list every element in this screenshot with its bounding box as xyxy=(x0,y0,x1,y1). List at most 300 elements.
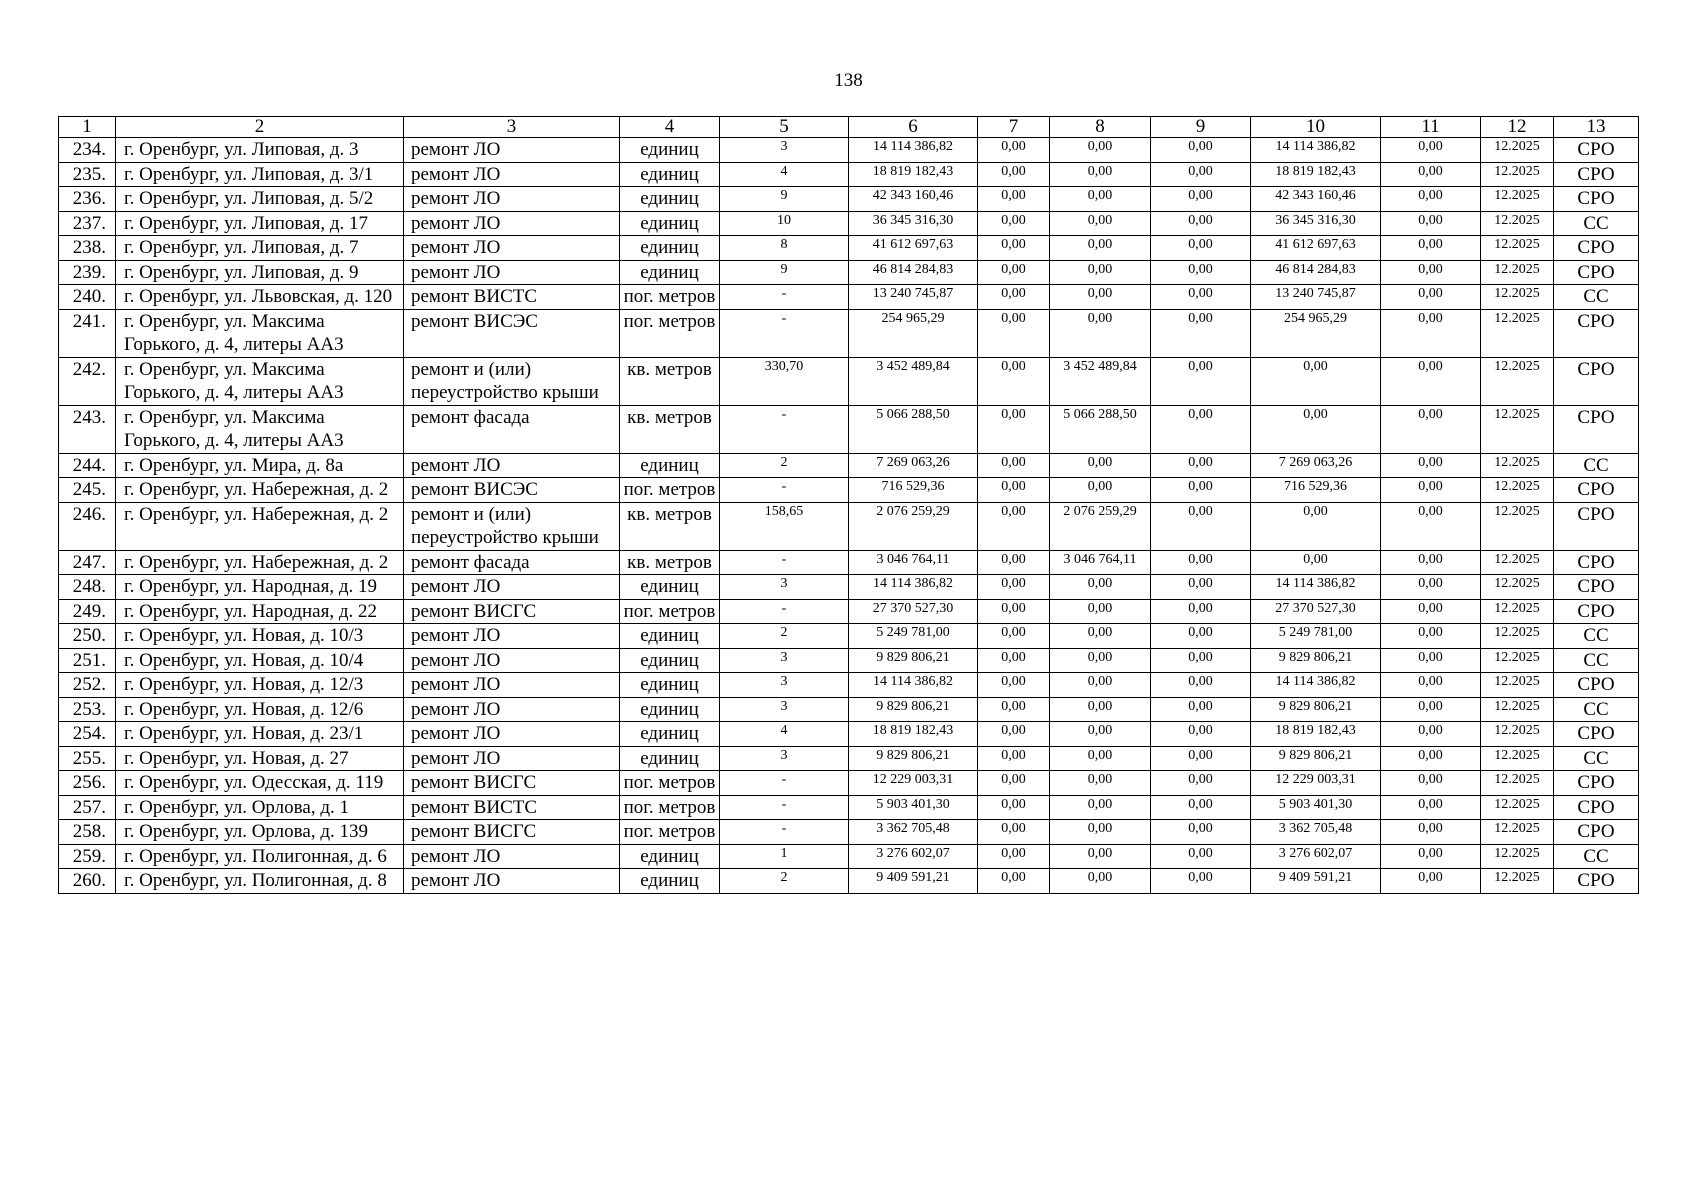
table-row xyxy=(59,820,1639,845)
quantity-cell: 3 xyxy=(720,138,849,163)
quantity-cell: 8 xyxy=(720,236,849,261)
date-cell: 12.2025 xyxy=(1481,648,1554,673)
quantity-cell: 330,70 xyxy=(720,357,849,405)
value-cell: 27 370 527,30 xyxy=(1251,599,1381,624)
value-cell: 0,00 xyxy=(1151,187,1251,212)
unit-cell: единиц xyxy=(620,162,720,187)
address-cell: г. Оренбург, ул. Народная, д. 22 xyxy=(116,599,404,624)
quantity-cell: 3 xyxy=(720,697,849,722)
address-cell: г. Оренбург, ул. Мира, д. 8а xyxy=(116,453,404,478)
value-cell: 0,00 xyxy=(1381,211,1481,236)
quantity-cell: 1 xyxy=(720,844,849,869)
total-cost-cell: 3 046 764,11 xyxy=(849,550,978,575)
value-cell: 9 829 806,21 xyxy=(1251,697,1381,722)
address-cell: г. Оренбург, ул. Липовая, д. 5/2 xyxy=(116,187,404,212)
work-type-cell: ремонт ЛО xyxy=(404,697,620,722)
total-cost-cell: 7 269 063,26 xyxy=(849,453,978,478)
row-number: 254. xyxy=(59,722,116,747)
unit-cell: единиц xyxy=(620,236,720,261)
source-cell: СРО xyxy=(1554,722,1639,747)
value-cell: 0,00 xyxy=(1050,478,1151,503)
value-cell: 0,00 xyxy=(1151,260,1251,285)
address-cell: г. Оренбург, ул. Максима Горького, д. 4, литеры АА3 xyxy=(116,357,404,405)
source-cell: СРО xyxy=(1554,869,1639,894)
value-cell: 0,00 xyxy=(1151,673,1251,698)
value-cell: 0,00 xyxy=(1381,138,1481,163)
row-number: 234. xyxy=(59,138,116,163)
value-cell: 0,00 xyxy=(1050,624,1151,649)
address-cell: г. Оренбург, ул. Полигонная, д. 8 xyxy=(116,869,404,894)
row-number: 247. xyxy=(59,550,116,575)
row-number: 258. xyxy=(59,820,116,845)
value-cell: 0,00 xyxy=(1381,309,1481,357)
value-cell: 0,00 xyxy=(978,211,1050,236)
value-cell: 0,00 xyxy=(1151,309,1251,357)
value-cell: 5 903 401,30 xyxy=(1251,795,1381,820)
row-number: 257. xyxy=(59,795,116,820)
value-cell: 0,00 xyxy=(978,138,1050,163)
work-type-cell: ремонт ВИСГС xyxy=(404,820,620,845)
row-number: 243. xyxy=(59,405,116,453)
value-cell: 0,00 xyxy=(1050,844,1151,869)
table-row xyxy=(59,624,1639,649)
source-cell: СС xyxy=(1554,453,1639,478)
value-cell: 0,00 xyxy=(978,869,1050,894)
date-cell: 12.2025 xyxy=(1481,550,1554,575)
total-cost-cell: 3 362 705,48 xyxy=(849,820,978,845)
value-cell: 7 269 063,26 xyxy=(1251,453,1381,478)
quantity-cell: - xyxy=(720,405,849,453)
total-cost-cell: 3 276 602,07 xyxy=(849,844,978,869)
source-cell: СС xyxy=(1554,697,1639,722)
date-cell: 12.2025 xyxy=(1481,795,1554,820)
source-cell: СРО xyxy=(1554,673,1639,698)
row-number: 252. xyxy=(59,673,116,698)
date-cell: 12.2025 xyxy=(1481,453,1554,478)
unit-cell: пог. метров xyxy=(620,795,720,820)
quantity-cell: 158,65 xyxy=(720,502,849,550)
value-cell: 0,00 xyxy=(1151,285,1251,310)
unit-cell: пог. метров xyxy=(620,771,720,796)
source-cell: СРО xyxy=(1554,502,1639,550)
total-cost-cell: 9 829 806,21 xyxy=(849,746,978,771)
value-cell: 0,00 xyxy=(1050,138,1151,163)
source-cell: СРО xyxy=(1554,820,1639,845)
unit-cell: пог. метров xyxy=(620,820,720,845)
value-cell: 0,00 xyxy=(1151,624,1251,649)
unit-cell: единиц xyxy=(620,624,720,649)
address-cell: г. Оренбург, ул. Липовая, д. 7 xyxy=(116,236,404,261)
value-cell: 0,00 xyxy=(1050,795,1151,820)
value-cell: 0,00 xyxy=(1050,673,1151,698)
value-cell: 0,00 xyxy=(1381,771,1481,796)
value-cell: 0,00 xyxy=(1050,162,1151,187)
date-cell: 12.2025 xyxy=(1481,599,1554,624)
total-cost-cell: 9 409 591,21 xyxy=(849,869,978,894)
total-cost-cell: 5 066 288,50 xyxy=(849,405,978,453)
address-cell: г. Оренбург, ул. Орлова, д. 1 xyxy=(116,795,404,820)
work-type-cell: ремонт ЛО xyxy=(404,187,620,212)
total-cost-cell: 18 819 182,43 xyxy=(849,722,978,747)
value-cell: 0,00 xyxy=(978,746,1050,771)
value-cell: 18 819 182,43 xyxy=(1251,722,1381,747)
value-cell: 0,00 xyxy=(978,575,1050,600)
work-type-cell: ремонт ЛО xyxy=(404,746,620,771)
value-cell: 0,00 xyxy=(1381,795,1481,820)
value-cell: 0,00 xyxy=(1151,575,1251,600)
address-cell: г. Оренбург, ул. Липовая, д. 3/1 xyxy=(116,162,404,187)
value-cell: 0,00 xyxy=(1151,820,1251,845)
work-type-cell: ремонт и (или) переустройство крыши xyxy=(404,357,620,405)
header-row xyxy=(59,117,1639,138)
address-cell: г. Оренбург, ул. Орлова, д. 139 xyxy=(116,820,404,845)
date-cell: 12.2025 xyxy=(1481,771,1554,796)
value-cell: 0,00 xyxy=(1151,236,1251,261)
value-cell: 2 076 259,29 xyxy=(1050,502,1151,550)
unit-cell: единиц xyxy=(620,844,720,869)
value-cell: 42 343 160,46 xyxy=(1251,187,1381,212)
source-cell: СС xyxy=(1554,285,1639,310)
total-cost-cell: 13 240 745,87 xyxy=(849,285,978,310)
table-row xyxy=(59,746,1639,771)
value-cell: 0,00 xyxy=(1381,673,1481,698)
source-cell: СС xyxy=(1554,746,1639,771)
total-cost-cell: 5 903 401,30 xyxy=(849,795,978,820)
date-cell: 12.2025 xyxy=(1481,211,1554,236)
table-row xyxy=(59,575,1639,600)
address-cell: г. Оренбург, ул. Максима Горького, д. 4, литеры АА3 xyxy=(116,405,404,453)
registry-table xyxy=(58,116,1639,894)
work-type-cell: ремонт ВИСЭС xyxy=(404,309,620,357)
value-cell: 0,00 xyxy=(978,820,1050,845)
value-cell: 9 829 806,21 xyxy=(1251,648,1381,673)
value-cell: 0,00 xyxy=(1251,357,1381,405)
total-cost-cell: 27 370 527,30 xyxy=(849,599,978,624)
value-cell: 0,00 xyxy=(1151,550,1251,575)
value-cell: 0,00 xyxy=(978,285,1050,310)
table-row xyxy=(59,478,1639,503)
table-row xyxy=(59,260,1639,285)
value-cell: 0,00 xyxy=(978,405,1050,453)
value-cell: 0,00 xyxy=(1151,502,1251,550)
date-cell: 12.2025 xyxy=(1481,162,1554,187)
row-number: 256. xyxy=(59,771,116,796)
column-header: 7 xyxy=(978,117,1050,138)
column-header: 8 xyxy=(1050,117,1151,138)
unit-cell: пог. метров xyxy=(620,309,720,357)
work-type-cell: ремонт ЛО xyxy=(404,575,620,600)
value-cell: 0,00 xyxy=(978,478,1050,503)
value-cell: 0,00 xyxy=(1151,722,1251,747)
value-cell: 0,00 xyxy=(1050,648,1151,673)
value-cell: 0,00 xyxy=(1050,697,1151,722)
quantity-cell: 4 xyxy=(720,162,849,187)
date-cell: 12.2025 xyxy=(1481,309,1554,357)
row-number: 244. xyxy=(59,453,116,478)
value-cell: 0,00 xyxy=(978,844,1050,869)
date-cell: 12.2025 xyxy=(1481,405,1554,453)
date-cell: 12.2025 xyxy=(1481,236,1554,261)
value-cell: 0,00 xyxy=(978,357,1050,405)
value-cell: 0,00 xyxy=(1151,795,1251,820)
address-cell: г. Оренбург, ул. Новая, д. 12/6 xyxy=(116,697,404,722)
source-cell: СРО xyxy=(1554,162,1639,187)
value-cell: 0,00 xyxy=(978,673,1050,698)
value-cell: 0,00 xyxy=(978,697,1050,722)
value-cell: 5 249 781,00 xyxy=(1251,624,1381,649)
total-cost-cell: 3 452 489,84 xyxy=(849,357,978,405)
date-cell: 12.2025 xyxy=(1481,478,1554,503)
value-cell: 0,00 xyxy=(1050,187,1151,212)
value-cell: 0,00 xyxy=(1381,844,1481,869)
work-type-cell: ремонт ВИСЭС xyxy=(404,478,620,503)
source-cell: СРО xyxy=(1554,795,1639,820)
total-cost-cell: 9 829 806,21 xyxy=(849,648,978,673)
work-type-cell: ремонт ВИСГС xyxy=(404,771,620,796)
row-number: 240. xyxy=(59,285,116,310)
source-cell: СРО xyxy=(1554,599,1639,624)
value-cell: 9 829 806,21 xyxy=(1251,746,1381,771)
value-cell: 0,00 xyxy=(978,162,1050,187)
value-cell: 0,00 xyxy=(1050,260,1151,285)
unit-cell: единиц xyxy=(620,648,720,673)
value-cell: 0,00 xyxy=(1151,162,1251,187)
total-cost-cell: 254 965,29 xyxy=(849,309,978,357)
source-cell: СС xyxy=(1554,648,1639,673)
value-cell: 0,00 xyxy=(1381,285,1481,310)
value-cell: 0,00 xyxy=(1050,820,1151,845)
value-cell: 0,00 xyxy=(1381,746,1481,771)
address-cell: г. Оренбург, ул. Набережная, д. 2 xyxy=(116,502,404,550)
value-cell: 0,00 xyxy=(1381,236,1481,261)
value-cell: 0,00 xyxy=(1050,309,1151,357)
value-cell: 716 529,36 xyxy=(1251,478,1381,503)
date-cell: 12.2025 xyxy=(1481,502,1554,550)
column-header: 3 xyxy=(404,117,620,138)
unit-cell: кв. метров xyxy=(620,502,720,550)
table-row xyxy=(59,795,1639,820)
unit-cell: единиц xyxy=(620,453,720,478)
value-cell: 0,00 xyxy=(1050,285,1151,310)
value-cell: 12 229 003,31 xyxy=(1251,771,1381,796)
total-cost-cell: 5 249 781,00 xyxy=(849,624,978,649)
value-cell: 0,00 xyxy=(1050,236,1151,261)
total-cost-cell: 9 829 806,21 xyxy=(849,697,978,722)
column-header: 2 xyxy=(116,117,404,138)
value-cell: 14 114 386,82 xyxy=(1251,673,1381,698)
work-type-cell: ремонт ЛО xyxy=(404,648,620,673)
total-cost-cell: 14 114 386,82 xyxy=(849,138,978,163)
total-cost-cell: 42 343 160,46 xyxy=(849,187,978,212)
table-row xyxy=(59,162,1639,187)
work-type-cell: ремонт ЛО xyxy=(404,162,620,187)
source-cell: СРО xyxy=(1554,187,1639,212)
source-cell: СС xyxy=(1554,844,1639,869)
row-number: 237. xyxy=(59,211,116,236)
value-cell: 3 276 602,07 xyxy=(1251,844,1381,869)
value-cell: 0,00 xyxy=(1381,722,1481,747)
unit-cell: пог. метров xyxy=(620,599,720,624)
value-cell: 0,00 xyxy=(1151,357,1251,405)
quantity-cell: - xyxy=(720,478,849,503)
unit-cell: единиц xyxy=(620,673,720,698)
row-number: 251. xyxy=(59,648,116,673)
source-cell: СРО xyxy=(1554,260,1639,285)
address-cell: г. Оренбург, ул. Новая, д. 23/1 xyxy=(116,722,404,747)
total-cost-cell: 18 819 182,43 xyxy=(849,162,978,187)
quantity-cell: 2 xyxy=(720,453,849,478)
table-row xyxy=(59,236,1639,261)
value-cell: 41 612 697,63 xyxy=(1251,236,1381,261)
quantity-cell: 3 xyxy=(720,648,849,673)
value-cell: 0,00 xyxy=(1381,478,1481,503)
row-number: 236. xyxy=(59,187,116,212)
work-type-cell: ремонт ЛО xyxy=(404,453,620,478)
value-cell: 0,00 xyxy=(1050,722,1151,747)
address-cell: г. Оренбург, ул. Липовая, д. 3 xyxy=(116,138,404,163)
source-cell: СС xyxy=(1554,211,1639,236)
unit-cell: единиц xyxy=(620,697,720,722)
table-row xyxy=(59,599,1639,624)
quantity-cell: - xyxy=(720,599,849,624)
source-cell: СРО xyxy=(1554,309,1639,357)
row-number: 238. xyxy=(59,236,116,261)
unit-cell: кв. метров xyxy=(620,405,720,453)
value-cell: 0,00 xyxy=(978,260,1050,285)
value-cell: 0,00 xyxy=(1151,599,1251,624)
value-cell: 36 345 316,30 xyxy=(1251,211,1381,236)
table-row xyxy=(59,453,1639,478)
work-type-cell: ремонт ЛО xyxy=(404,869,620,894)
unit-cell: единиц xyxy=(620,746,720,771)
value-cell: 0,00 xyxy=(1050,211,1151,236)
unit-cell: единиц xyxy=(620,722,720,747)
work-type-cell: ремонт и (или) переустройство крыши xyxy=(404,502,620,550)
value-cell: 0,00 xyxy=(978,236,1050,261)
value-cell: 0,00 xyxy=(1151,746,1251,771)
quantity-cell: 3 xyxy=(720,673,849,698)
work-type-cell: ремонт ЛО xyxy=(404,624,620,649)
value-cell: 46 814 284,83 xyxy=(1251,260,1381,285)
value-cell: 0,00 xyxy=(1381,648,1481,673)
date-cell: 12.2025 xyxy=(1481,697,1554,722)
work-type-cell: ремонт ВИСТС xyxy=(404,285,620,310)
date-cell: 12.2025 xyxy=(1481,869,1554,894)
value-cell: 0,00 xyxy=(1251,502,1381,550)
value-cell: 0,00 xyxy=(1381,162,1481,187)
total-cost-cell: 46 814 284,83 xyxy=(849,260,978,285)
table-row xyxy=(59,285,1639,310)
quantity-cell: 10 xyxy=(720,211,849,236)
row-number: 250. xyxy=(59,624,116,649)
quantity-cell: 9 xyxy=(720,187,849,212)
address-cell: г. Оренбург, ул. Набережная, д. 2 xyxy=(116,550,404,575)
total-cost-cell: 36 345 316,30 xyxy=(849,211,978,236)
unit-cell: единиц xyxy=(620,187,720,212)
value-cell: 0,00 xyxy=(978,795,1050,820)
row-number: 260. xyxy=(59,869,116,894)
unit-cell: единиц xyxy=(620,575,720,600)
source-cell: СРО xyxy=(1554,550,1639,575)
column-header: 5 xyxy=(720,117,849,138)
address-cell: г. Оренбург, ул. Львовская, д. 120 xyxy=(116,285,404,310)
source-cell: СРО xyxy=(1554,236,1639,261)
value-cell: 0,00 xyxy=(1381,502,1481,550)
column-header: 10 xyxy=(1251,117,1381,138)
table-row xyxy=(59,357,1639,405)
quantity-cell: - xyxy=(720,309,849,357)
value-cell: 3 362 705,48 xyxy=(1251,820,1381,845)
unit-cell: единиц xyxy=(620,869,720,894)
value-cell: 0,00 xyxy=(1050,746,1151,771)
table-body xyxy=(59,138,1639,894)
value-cell: 0,00 xyxy=(978,309,1050,357)
address-cell: г. Оренбург, ул. Набережная, д. 2 xyxy=(116,478,404,503)
date-cell: 12.2025 xyxy=(1481,820,1554,845)
date-cell: 12.2025 xyxy=(1481,722,1554,747)
address-cell: г. Оренбург, ул. Липовая, д. 9 xyxy=(116,260,404,285)
unit-cell: пог. метров xyxy=(620,478,720,503)
source-cell: СРО xyxy=(1554,138,1639,163)
work-type-cell: ремонт ЛО xyxy=(404,138,620,163)
total-cost-cell: 14 114 386,82 xyxy=(849,673,978,698)
value-cell: 18 819 182,43 xyxy=(1251,162,1381,187)
source-cell: СС xyxy=(1554,624,1639,649)
address-cell: г. Оренбург, ул. Новая, д. 10/4 xyxy=(116,648,404,673)
date-cell: 12.2025 xyxy=(1481,844,1554,869)
column-header: 6 xyxy=(849,117,978,138)
value-cell: 0,00 xyxy=(1151,405,1251,453)
quantity-cell: - xyxy=(720,795,849,820)
work-type-cell: ремонт ЛО xyxy=(404,722,620,747)
value-cell: 0,00 xyxy=(978,502,1050,550)
row-number: 245. xyxy=(59,478,116,503)
date-cell: 12.2025 xyxy=(1481,285,1554,310)
quantity-cell: 3 xyxy=(720,575,849,600)
quantity-cell: - xyxy=(720,285,849,310)
column-header: 9 xyxy=(1151,117,1251,138)
table-row xyxy=(59,673,1639,698)
value-cell: 3 046 764,11 xyxy=(1050,550,1151,575)
value-cell: 13 240 745,87 xyxy=(1251,285,1381,310)
table-row xyxy=(59,869,1639,894)
row-number: 241. xyxy=(59,309,116,357)
value-cell: 0,00 xyxy=(978,187,1050,212)
value-cell: 0,00 xyxy=(1381,599,1481,624)
unit-cell: единиц xyxy=(620,211,720,236)
value-cell: 0,00 xyxy=(1381,820,1481,845)
address-cell: г. Оренбург, ул. Полигонная, д. 6 xyxy=(116,844,404,869)
table-row xyxy=(59,722,1639,747)
value-cell: 0,00 xyxy=(1151,844,1251,869)
column-header: 4 xyxy=(620,117,720,138)
column-header: 12 xyxy=(1481,117,1554,138)
value-cell: 0,00 xyxy=(1151,869,1251,894)
value-cell: 0,00 xyxy=(1151,771,1251,796)
address-cell: г. Оренбург, ул. Народная, д. 19 xyxy=(116,575,404,600)
value-cell: 0,00 xyxy=(1251,405,1381,453)
value-cell: 254 965,29 xyxy=(1251,309,1381,357)
value-cell: 0,00 xyxy=(1381,260,1481,285)
work-type-cell: ремонт ЛО xyxy=(404,236,620,261)
column-header: 11 xyxy=(1381,117,1481,138)
value-cell: 0,00 xyxy=(978,624,1050,649)
row-number: 235. xyxy=(59,162,116,187)
total-cost-cell: 2 076 259,29 xyxy=(849,502,978,550)
column-header: 1 xyxy=(59,117,116,138)
value-cell: 0,00 xyxy=(978,453,1050,478)
work-type-cell: ремонт ВИСТС xyxy=(404,795,620,820)
